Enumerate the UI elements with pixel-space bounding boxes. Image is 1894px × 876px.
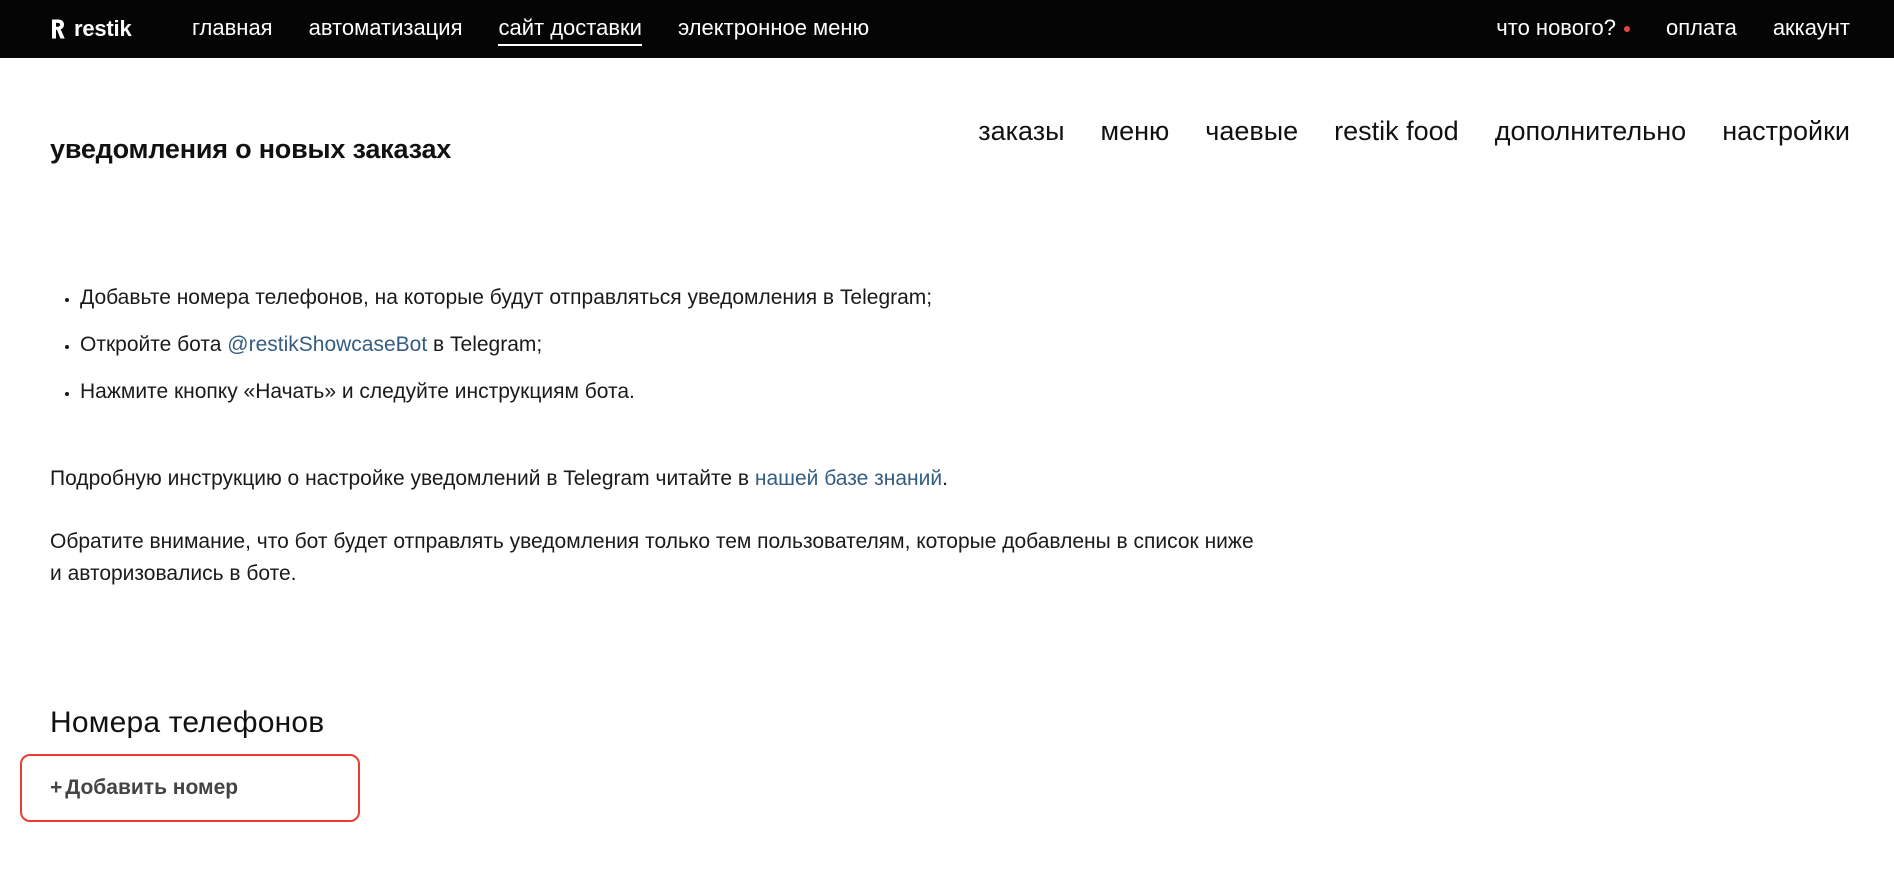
- instruction-step-open-bot-suffix: в Telegram;: [427, 333, 543, 356]
- account-link[interactable]: аккаунт: [1772, 15, 1850, 40]
- top-navigation-bar: [0, 0, 1894, 58]
- tab-settings[interactable]: настройки: [1722, 116, 1850, 146]
- instruction-steps: [50, 282, 980, 408]
- instruction-step-open-bot-prefix: Откройте бота: [80, 333, 228, 356]
- payment-link[interactable]: оплата: [1666, 15, 1737, 40]
- brand-logo[interactable]: [50, 16, 132, 42]
- whats-new-label: что нового?: [1496, 15, 1616, 40]
- nav-automation[interactable]: автоматизация: [308, 15, 463, 40]
- page-title: уведомления о новых заказах: [50, 134, 452, 165]
- plus-icon: +: [50, 776, 63, 799]
- instruction-step-add-phones: • Добавьте номера телефонов, на которые будут отправляться уведомления в Telegram;: [80, 282, 980, 314]
- instruction-step-open-bot: [80, 329, 980, 361]
- knowledge-base-prefix: Подробную инструкцию о настройке уведомлений в Telegram читайте в: [50, 467, 755, 490]
- knowledge-base-link[interactable]: нашей базе знаний: [754, 467, 943, 490]
- tab-additional[interactable]: дополнительно: [1494, 116, 1687, 146]
- notification-dot: [1624, 26, 1630, 32]
- tab-tips[interactable]: чаевые: [1205, 116, 1299, 146]
- nav-electronic-menu[interactable]: электронное меню: [677, 15, 870, 40]
- telegram-instructions: [50, 282, 1290, 590]
- nav-home[interactable]: главная: [192, 15, 273, 40]
- tab-orders[interactable]: заказы: [978, 116, 1065, 146]
- knowledge-base-suffix: .: [942, 467, 948, 490]
- restik-r-logo-icon: [50, 18, 66, 40]
- phone-numbers-heading: Номера телефонов: [50, 706, 325, 739]
- settings-tabs: [978, 116, 1850, 147]
- add-phone-number-button[interactable]: [20, 754, 360, 822]
- main-navigation: [192, 14, 869, 42]
- nav-delivery-site[interactable]: сайт доставки: [498, 15, 642, 40]
- add-phone-number-label: Добавить номер: [65, 776, 239, 799]
- account-navigation: [1496, 14, 1850, 42]
- authorization-note: Обратите внимание, что бот будет отправлять уведомления только тем пользователям, которые добавлены в список ниже и авторизовались в боте.: [50, 530, 1254, 585]
- whats-new-link[interactable]: [1496, 14, 1630, 42]
- instruction-step-start-bot: • Нажмите кнопку «Начать» и следуйте инструкциям бота.: [80, 376, 980, 408]
- tab-restik-food[interactable]: restik food: [1334, 116, 1459, 146]
- notifications-section-header: [50, 116, 1850, 165]
- knowledge-base-paragraph: [50, 463, 1290, 495]
- tab-menu[interactable]: меню: [1100, 116, 1170, 146]
- telegram-bot-link[interactable]: @restikShowcaseBot: [227, 333, 428, 356]
- brand-name: restik: [74, 16, 132, 41]
